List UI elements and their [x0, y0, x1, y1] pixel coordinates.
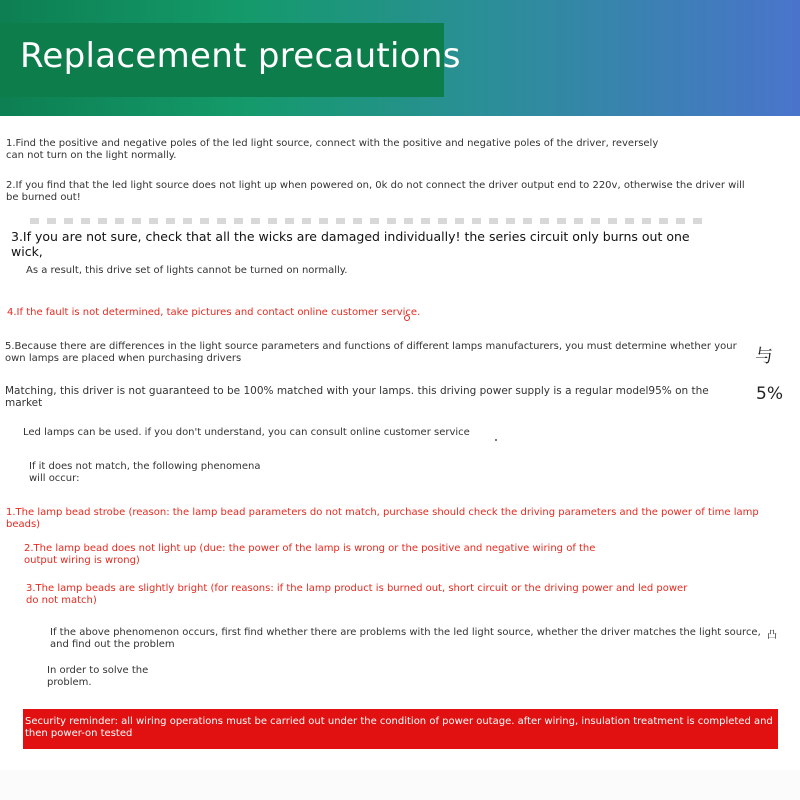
not-match-note: If it does not match, the following phenomena will occur: — [29, 461, 261, 484]
phenomenon-2: 2.The lamp bead does not light up (due: the power of the lamp is wrong or the positive and negative wiring of the output wiring is wrong) — [24, 543, 596, 566]
precaution-item-3-continued: As a result, this drive set of lights cannot be turned on normally. — [26, 265, 348, 276]
header-banner — [0, 0, 800, 116]
precaution-item-5: 5.Because there are differences in the light source parameters and functions of different lamps manufacturers, you must determine whether your own lamps are placed when purchasing drivers — [5, 341, 737, 364]
security-reminder-box — [23, 709, 778, 749]
precaution-item-4: 4.If the fault is not determined, take pictures and contact online customer service. — [7, 307, 421, 318]
phenomenon-3: 3.The lamp beads are slightly bright (for reasons: if the lamp product is burned out, short circuit or the driving power and led power do not match) — [26, 583, 688, 606]
side-mark-1: 与 — [755, 346, 773, 367]
bottom-band — [0, 770, 800, 800]
solve-problem-note: In order to solve the problem. — [47, 665, 149, 688]
solution-note: If the above phenomenon occurs, first find whether there are problems with the led light source, whether the driver matches the light source, and find out the problem — [50, 627, 761, 650]
precaution-item-3: 3.If you are not sure, check that all the wicks are damaged individually! the series circuit only burns out one wick, — [11, 229, 690, 259]
page-title: Replacement precautions — [20, 36, 461, 76]
precaution-item-1: 1.Find the positive and negative poles of the led light source, connect with the positive and negative poles of the driver, reversely can not turn on the light normally. — [6, 138, 659, 161]
led-lamps-note: Led lamps can be used. if you don't understand, you can consult online customer service — [23, 427, 470, 438]
precaution-item-2: 2.If you find that the led light source does not light up when powered on, 0k do not connect the driver output end to 220v, otherwise the driver will be burned out! — [6, 180, 745, 203]
faded-text-artifact — [30, 218, 710, 224]
side-mark-2: 5% — [756, 384, 783, 404]
matching-note: Matching, this driver is not guaranteed to be 100% matched with your lamps. this driving power supply is a regular model95% on the market — [5, 385, 709, 409]
side-mark-3: 凸 — [767, 630, 777, 641]
security-reminder-text: Security reminder: all wiring operations must be carried out under the condition of power outage. after wiring, insulation treatment is completed and then power-on tested — [25, 716, 773, 739]
phenomenon-1: 1.The lamp bead strobe (reason: the lamp bead parameters do not match, purchase should check the driving parameters and the power of time lamp beads) — [6, 507, 759, 530]
speck-mark — [495, 439, 497, 441]
red-dot-mark — [404, 315, 410, 321]
